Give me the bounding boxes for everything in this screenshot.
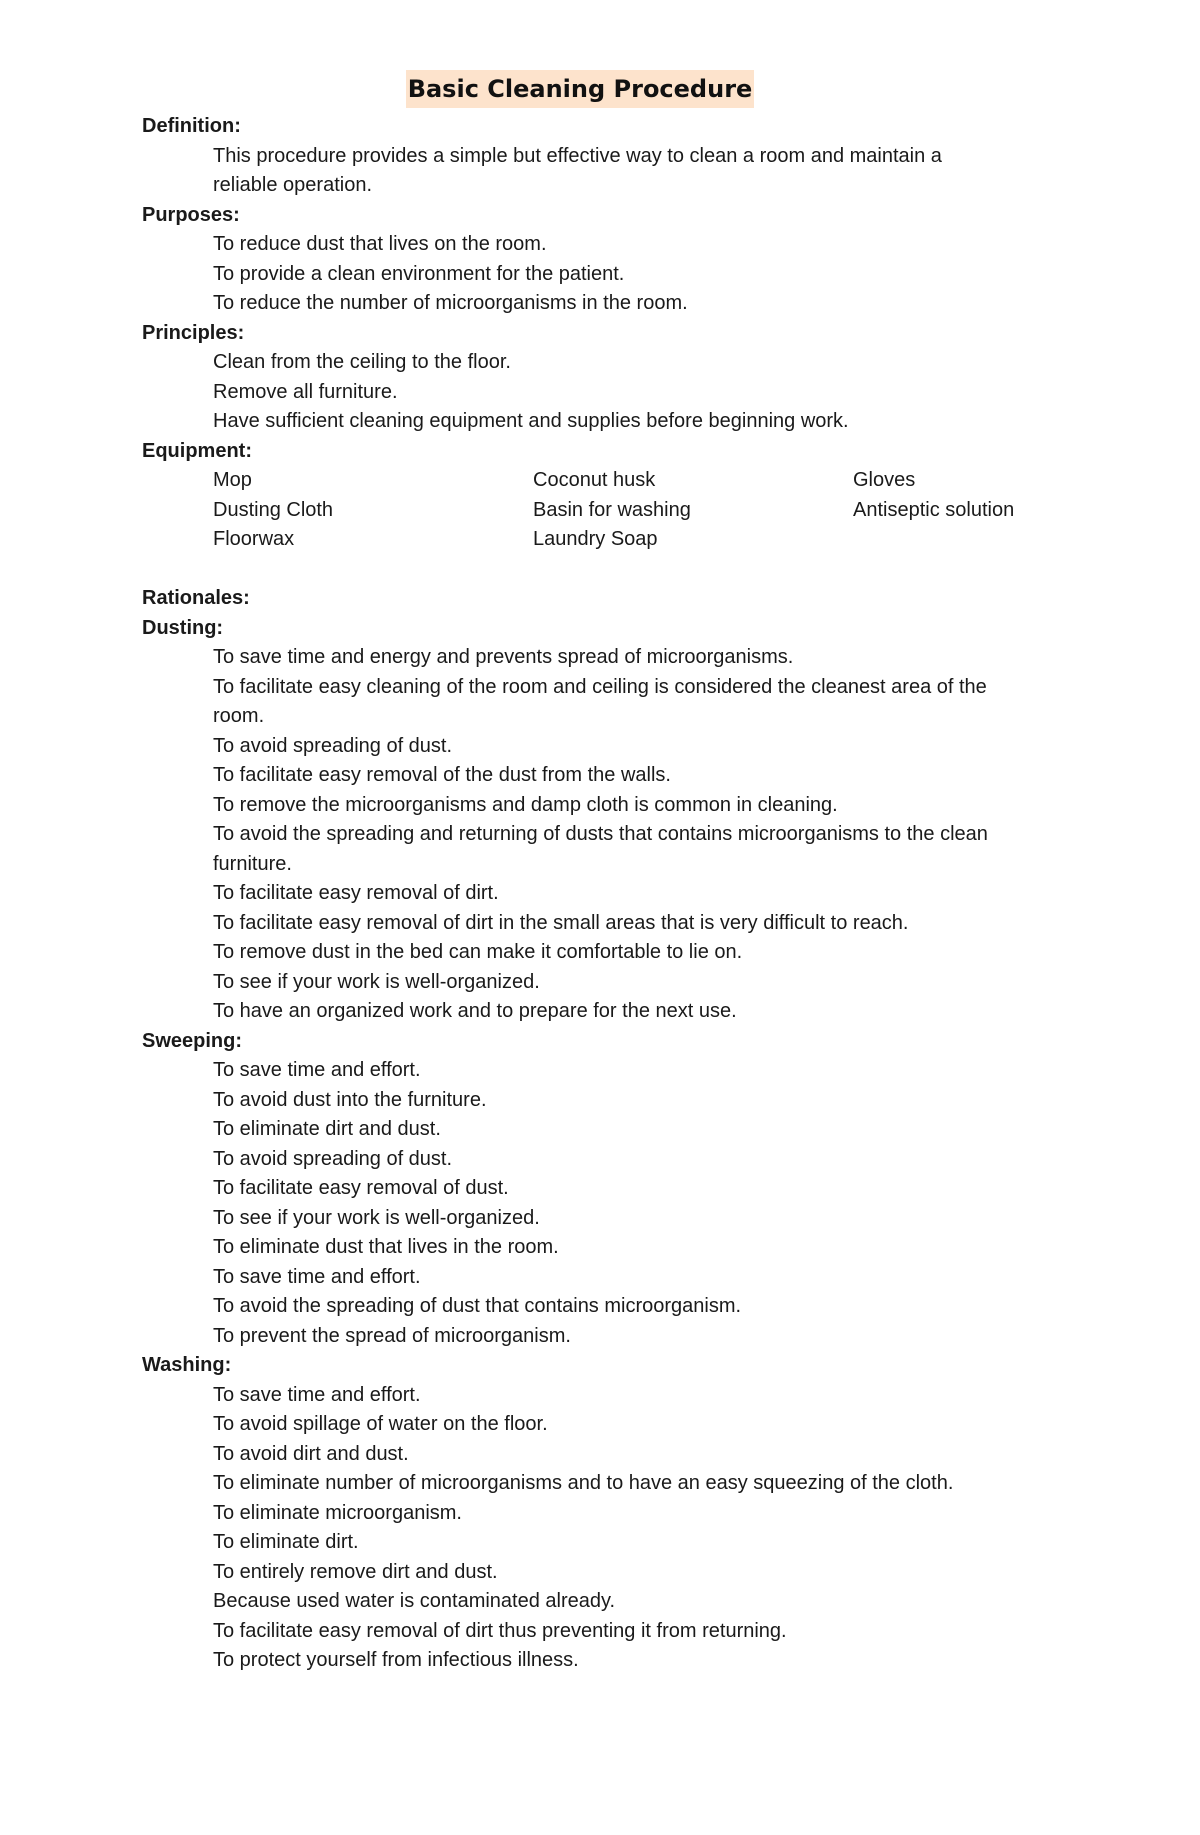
dusting-item: To see if your work is well-organized. [213, 970, 540, 993]
washing-item: To eliminate microorganism. [213, 1501, 462, 1524]
equipment-item: Dusting Cloth [213, 498, 334, 521]
dusting-item: To facilitate easy removal of dirt in the small areas that is very difficult to reach. [213, 911, 909, 934]
dusting-item: To facilitate easy removal of the dust from the walls. [213, 764, 671, 786]
principles-heading: Principles: [142, 321, 245, 344]
sweeping-item: To avoid the spreading of dust that contains microorganism. [213, 1295, 742, 1317]
principle-item: Have sufficient cleaning equipment and supplies before beginning work. [213, 410, 849, 432]
dusting-item: To facilitate easy removal of dirt. [213, 882, 499, 904]
principle-item: Remove all furniture. [213, 380, 398, 403]
rationales-heading: Rationales: [142, 587, 250, 609]
dusting-item: furniture. [213, 852, 292, 875]
dusting-item: To have an organized work and to prepare for the next use. [213, 1000, 737, 1022]
dusting-section [142, 614, 1082, 1027]
washing-item: Because used water is contaminated already. [213, 1590, 616, 1612]
purpose-item: To reduce dust that lives on the room. [213, 233, 547, 255]
purpose-item: To reduce the number of microorganisms in the room. [213, 292, 688, 314]
washing-heading: Washing: [142, 1354, 232, 1376]
equipment-item: Coconut husk [533, 469, 656, 491]
page-title: Basic Cleaning Procedure [406, 70, 755, 108]
washing-item: To avoid dirt and dust. [213, 1442, 409, 1465]
sweeping-item: To avoid dust into the furniture. [213, 1088, 487, 1111]
washing-item: To eliminate number of microorganisms and to have an easy squeezing of the cloth. [213, 1472, 954, 1494]
washing-item: To protect yourself from infectious illness. [213, 1649, 579, 1671]
sweeping-item: To see if your work is well-organized. [213, 1206, 540, 1229]
principles-section [142, 319, 1082, 437]
sweeping-item: To eliminate dirt and dust. [213, 1118, 441, 1140]
equipment-item: Mop [213, 469, 252, 491]
sweeping-item: To prevent the spread of microorganism. [213, 1324, 571, 1347]
equipment-grid [142, 466, 1082, 555]
section-spacer [142, 555, 1082, 585]
equipment-item: Gloves [853, 469, 916, 491]
washing-item: To avoid spillage of water on the floor. [213, 1413, 548, 1435]
definition-line: reliable operation. [213, 174, 372, 196]
dusting-item: room. [213, 705, 265, 727]
equipment-heading: Equipment: [142, 439, 252, 462]
dusting-item: To save time and energy and prevents spread of microorganisms. [213, 646, 794, 668]
dusting-item: To remove dust in the bed can make it comfortable to lie on. [213, 941, 743, 963]
equipment-item: Laundry Soap [533, 528, 658, 550]
definition-line: This procedure provides a simple but effective way to clean a room and maintain a [213, 144, 942, 167]
purpose-item: To provide a clean environment for the patient. [213, 262, 625, 285]
sweeping-item: To save time and effort. [213, 1059, 421, 1081]
definition-section [142, 112, 1082, 201]
principle-item: Clean from the ceiling to the floor. [213, 351, 511, 373]
equipment-item: Antiseptic solution [853, 498, 1015, 521]
washing-section [142, 1351, 1082, 1676]
equipment-section [142, 437, 1082, 555]
sweeping-item: To avoid spreading of dust. [213, 1147, 453, 1170]
dusting-item: To facilitate easy cleaning of the room and ceiling is considered the cleanest area of the [213, 675, 987, 698]
purposes-heading: Purposes: [142, 203, 240, 226]
sweeping-item: To save time and effort. [213, 1265, 421, 1288]
equipment-item: Basin for washing [533, 498, 691, 521]
washing-item: To facilitate easy removal of dirt thus preventing it from returning. [213, 1619, 787, 1642]
definition-heading: Definition: [142, 115, 241, 137]
equipment-item: Floorwax [213, 528, 295, 550]
equipment-item [853, 525, 1153, 555]
title-container [0, 70, 1160, 108]
washing-item: To eliminate dirt. [213, 1531, 359, 1553]
dusting-heading: Dusting: [142, 616, 224, 639]
washing-item: To entirely remove dirt and dust. [213, 1560, 498, 1583]
sweeping-section [142, 1027, 1082, 1352]
sweeping-heading: Sweeping: [142, 1029, 243, 1052]
sweeping-item: To eliminate dust that lives in the room. [213, 1236, 559, 1258]
dusting-item: To avoid spreading of dust. [213, 734, 453, 757]
washing-item: To save time and effort. [213, 1383, 421, 1406]
dusting-item: To remove the microorganisms and damp cloth is common in cleaning. [213, 793, 838, 816]
document-body [142, 112, 1082, 1676]
dusting-item: To avoid the spreading and returning of dusts that contains microorganisms to the clean [213, 823, 988, 845]
sweeping-item: To facilitate easy removal of dust. [213, 1177, 509, 1199]
purposes-section [142, 201, 1082, 319]
